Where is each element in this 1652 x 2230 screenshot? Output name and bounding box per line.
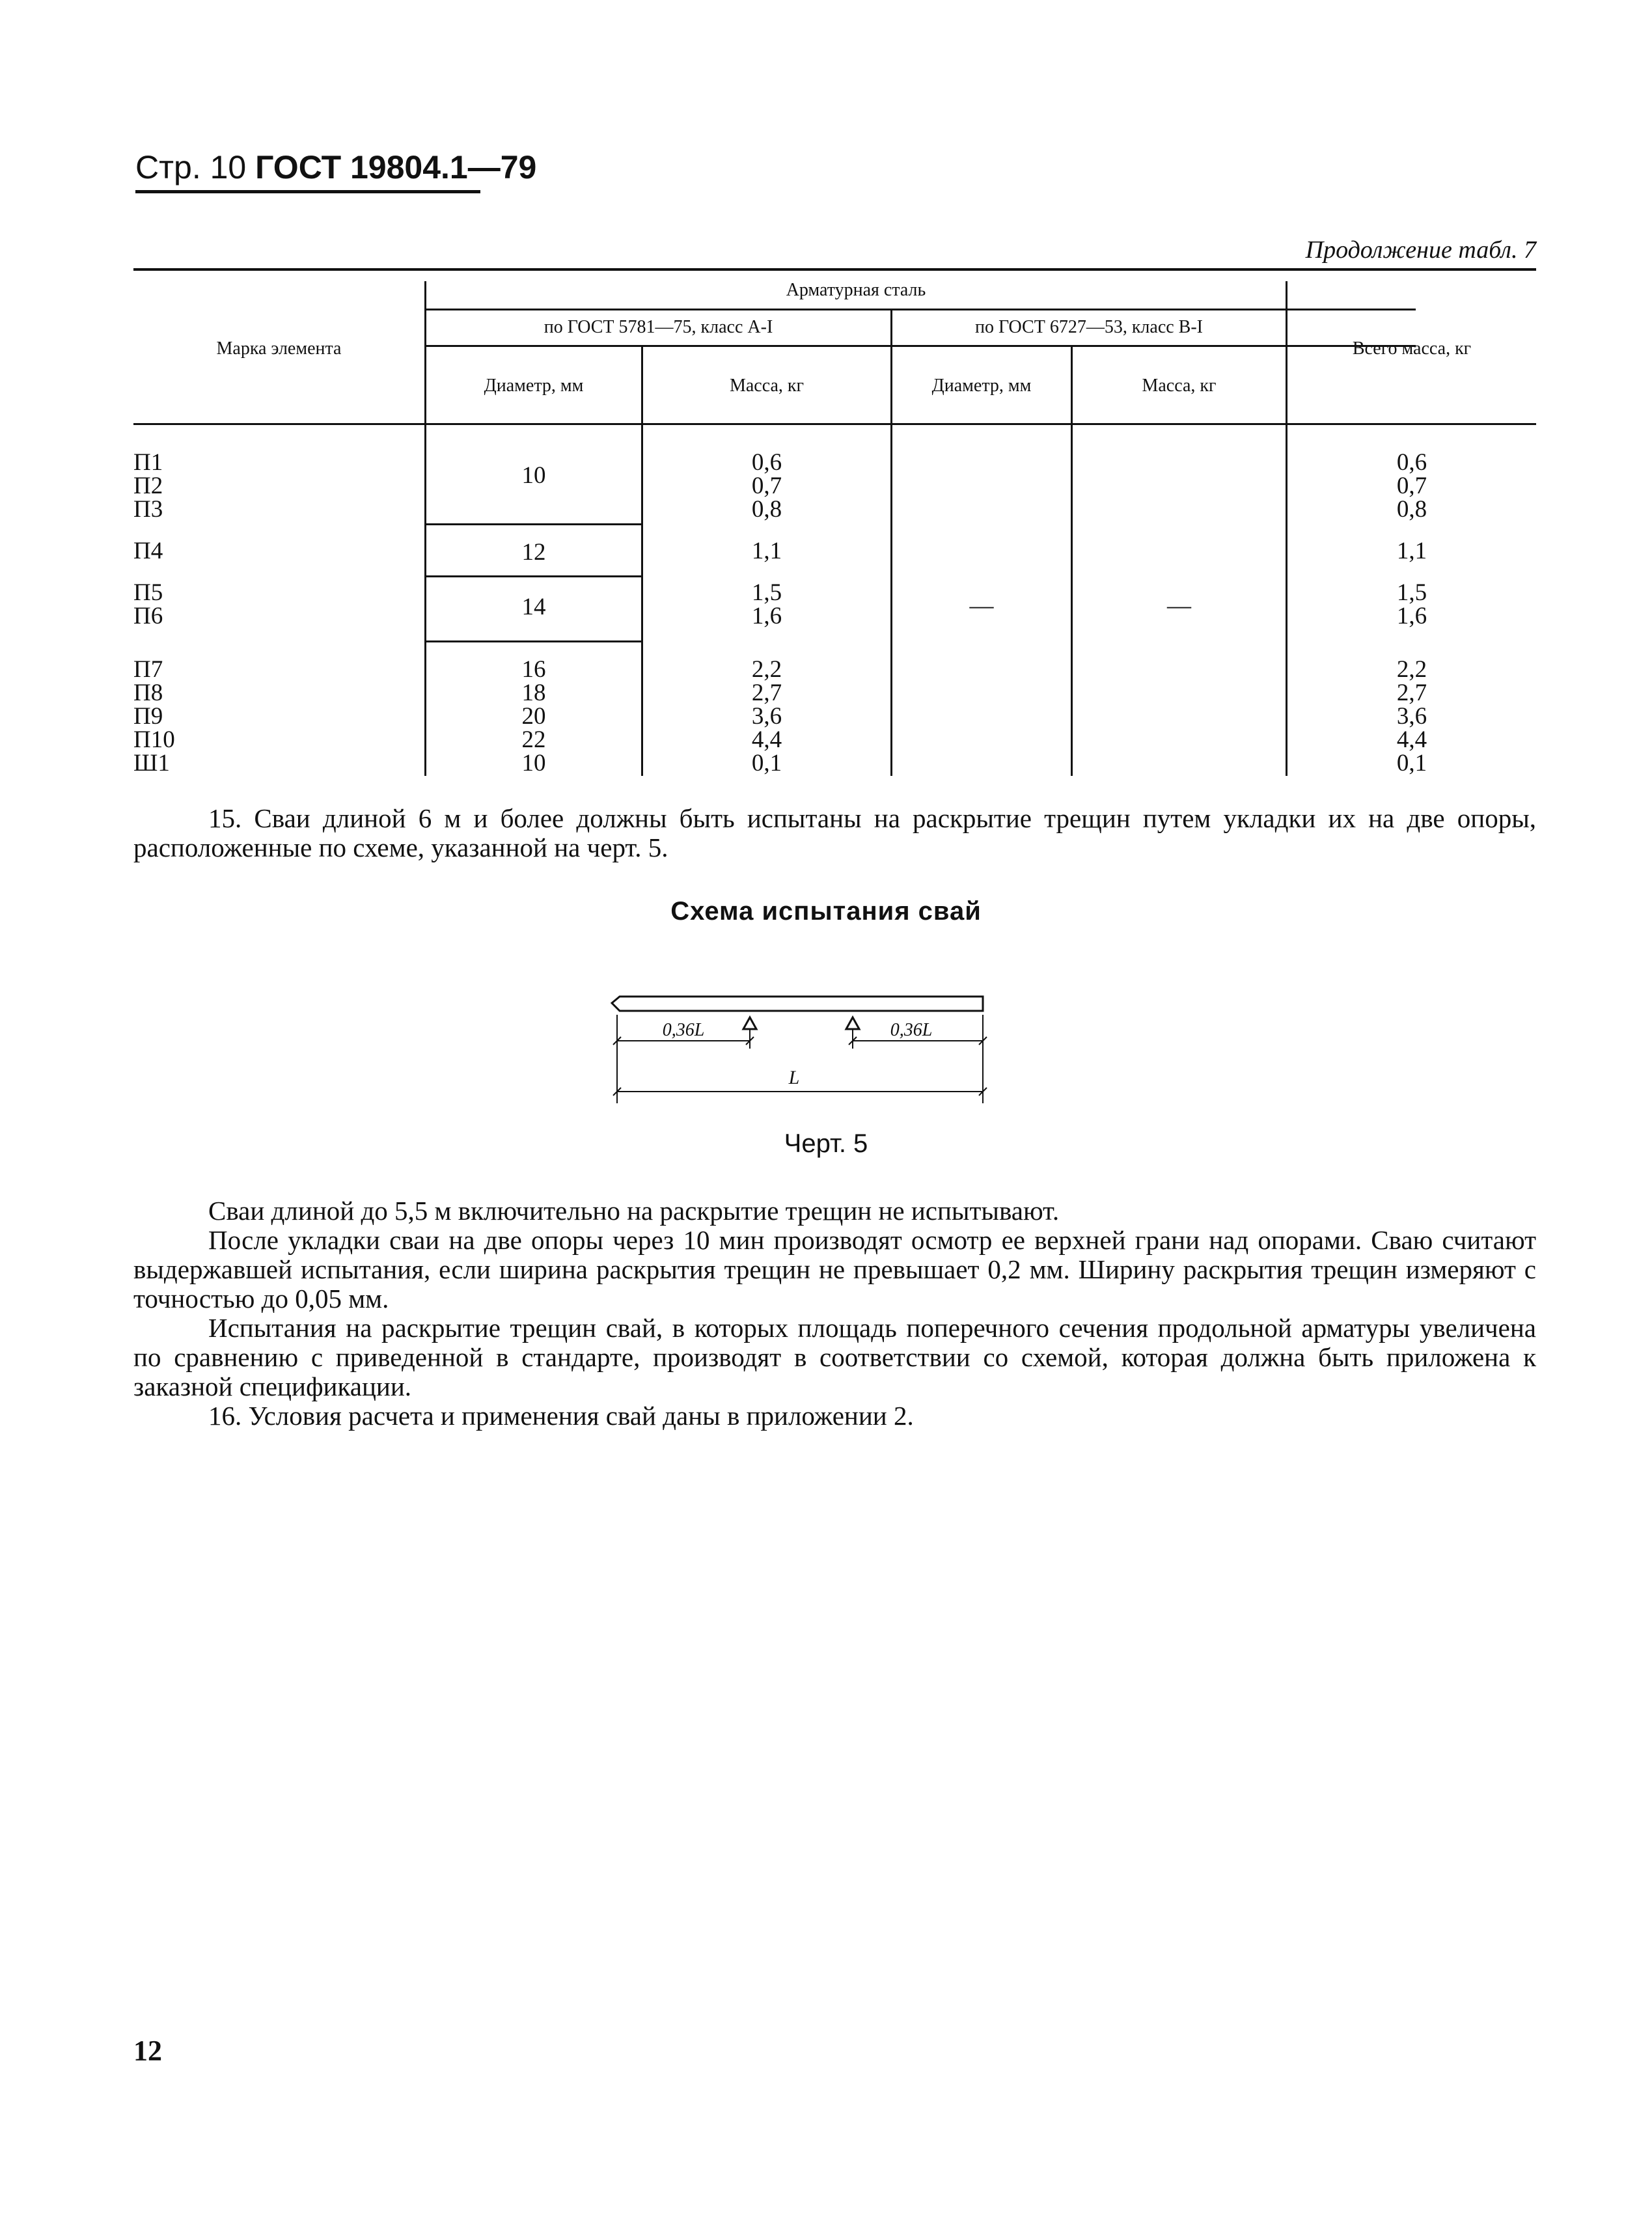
diameter-cell: 22 xyxy=(521,726,546,753)
mass-cell: 1,6 xyxy=(751,603,782,629)
table-top-rule xyxy=(133,268,1536,271)
mark-p5: П5 xyxy=(133,579,163,606)
total-cell: 0,6 xyxy=(1396,449,1427,476)
mark-p10: П10 xyxy=(133,726,175,753)
group-rule-2 xyxy=(426,575,642,577)
col-rule-4 xyxy=(1071,345,1073,776)
paragraph-inspection: После укладки сваи на две опоры через 10 мин производят осмотр ее верхней грани над опорами. Сваю считают выдержавшей испытания, если ширина раскрытия трещин не превышает 0,2 мм. Ширину раскрытия трещин измеряют с точностью до 0,05 мм. xyxy=(133,1225,1536,1314)
mass-cell: 4,4 xyxy=(751,726,782,753)
mass-cell: 0,8 xyxy=(751,496,782,523)
dim-label-total: L xyxy=(788,1067,800,1088)
diameter-b-dash: — xyxy=(969,592,994,619)
diameter-cell: 14 xyxy=(521,594,546,620)
total-cell: 1,6 xyxy=(1396,603,1427,629)
mass-cell: 1,1 xyxy=(751,538,782,564)
header-mass-a: Масса, кг xyxy=(729,376,805,396)
mark-p4: П4 xyxy=(133,538,163,564)
pile-body xyxy=(612,997,983,1011)
mark-p9: П9 xyxy=(133,703,163,730)
left-support-icon xyxy=(743,1017,756,1049)
total-cell: 0,8 xyxy=(1396,496,1427,523)
total-cell: 3,6 xyxy=(1396,703,1427,730)
diameter-cell: 16 xyxy=(521,656,546,683)
header-diameter-a: Диаметр, мм xyxy=(484,376,584,396)
paragraph-16: 16. Условия расчета и применения свай даны в приложении 2. xyxy=(208,1401,914,1431)
mass-cell: 2,2 xyxy=(751,656,782,683)
standard-number: ГОСТ 19804.1—79 xyxy=(255,149,537,186)
total-cell: 4,4 xyxy=(1396,726,1427,753)
header-gost-a: по ГОСТ 5781—75, класс А-I xyxy=(544,317,773,337)
page-label: Стр. 10 xyxy=(135,149,247,186)
group-rule-3 xyxy=(426,640,642,642)
mass-cell: 3,6 xyxy=(751,703,782,730)
figure-caption: Черт. 5 xyxy=(784,1129,868,1158)
diameter-cell: 10 xyxy=(521,462,546,489)
mark-p6: П6 xyxy=(133,603,163,629)
mass-cell: 0,7 xyxy=(751,473,782,499)
header-bottom-rule xyxy=(133,423,1536,425)
mark-p8: П8 xyxy=(133,680,163,706)
header-total-mass: Всего масса, кг xyxy=(1352,338,1472,359)
mark-sh1: Ш1 xyxy=(133,750,170,777)
mass-cell: 1,5 xyxy=(751,579,782,606)
total-cell: 0,1 xyxy=(1396,750,1427,777)
mass-b-dash: — xyxy=(1167,592,1191,619)
rule-under-steel xyxy=(426,309,1416,310)
paragraph-reinforced-test: Испытания на раскрытие трещин свай, в которых площадь поперечного сечения продольной арматуры увеличена по сравнению с приведенной в стандарте, производят в соответствии со схемой, которая должна быть приложена к заказной спецификации. xyxy=(133,1313,1536,1401)
paragraph-15: 15. Сваи длиной 6 м и более должны быть испытаны на раскрытие трещин путем укладки их на две опоры, расположенные по схеме, указанной на черт. 5. xyxy=(133,803,1536,862)
total-cell: 1,5 xyxy=(1396,579,1427,606)
total-cell: 1,1 xyxy=(1396,538,1427,564)
rule-under-gost xyxy=(426,345,1416,347)
paragraph-no-test: Сваи длиной до 5,5 м включительно на раскрытие трещин не испытывают. xyxy=(208,1196,1060,1226)
total-cell: 2,7 xyxy=(1396,680,1427,706)
total-cell: 2,2 xyxy=(1396,656,1427,683)
header-gost-b: по ГОСТ 6727—53, класс В-I xyxy=(975,317,1203,337)
mass-cell: 0,1 xyxy=(751,750,782,777)
scheme-title: Схема испытания свай xyxy=(670,897,982,926)
header-mass-b: Масса, кг xyxy=(1142,376,1217,396)
group-rule-1 xyxy=(426,523,642,525)
header-rule xyxy=(135,190,480,193)
page-number: 12 xyxy=(133,2035,162,2067)
mark-p3: П3 xyxy=(133,496,163,523)
mark-p1: П1 xyxy=(133,449,163,476)
diameter-cell: 20 xyxy=(521,703,546,730)
mass-cell: 0,6 xyxy=(751,449,782,476)
reinforcement-table xyxy=(133,268,1536,776)
mass-cell: 2,7 xyxy=(751,680,782,706)
table-continuation-label: Продолжение табл. 7 xyxy=(1305,236,1536,264)
header-mark: Марка элемента xyxy=(216,338,342,359)
dim-label-left: 0,36L xyxy=(662,1020,705,1040)
dim-label-right: 0,36L xyxy=(890,1020,933,1040)
mark-p2: П2 xyxy=(133,473,163,499)
pile-test-scheme xyxy=(599,986,1002,1110)
header-reinforcing-steel: Арматурная сталь xyxy=(786,280,926,300)
diameter-cell: 12 xyxy=(521,539,546,566)
diameter-cell: 10 xyxy=(521,750,546,777)
header-diameter-b: Диаметр, мм xyxy=(931,376,1032,396)
right-support-icon xyxy=(846,1017,859,1049)
page-header xyxy=(135,148,536,186)
mark-p7: П7 xyxy=(133,656,163,683)
total-cell: 0,7 xyxy=(1396,473,1427,499)
diameter-cell: 18 xyxy=(521,680,546,706)
